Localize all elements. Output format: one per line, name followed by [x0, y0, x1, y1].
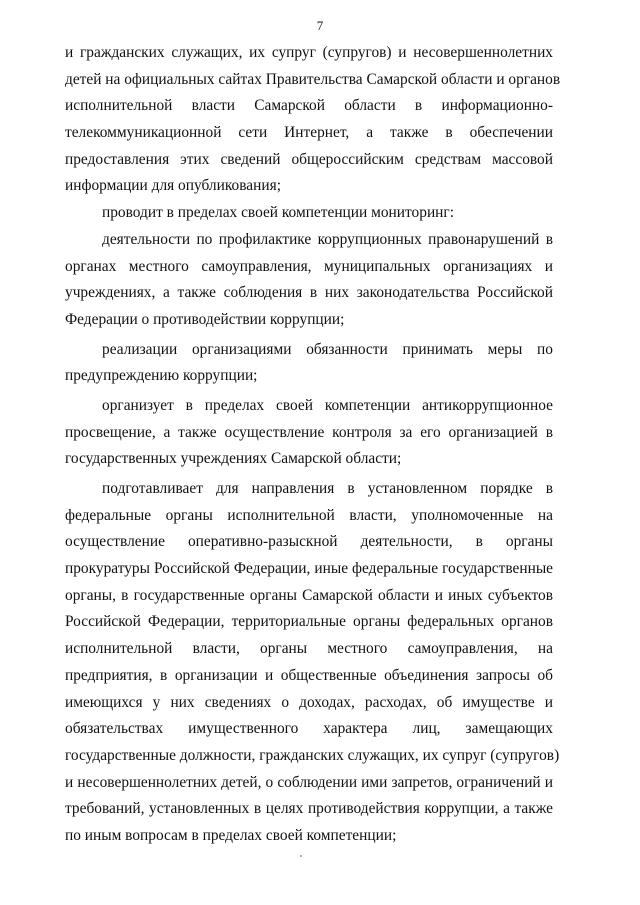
text-line: реализации организациями обязанности принимать меры по — [102, 340, 553, 358]
page-number: 7 — [316, 18, 324, 33]
text-line: деятельности по профилактике коррупционных правонарушений в — [102, 230, 553, 248]
paragraph-monitoring — [65, 200, 553, 227]
text-line: просвещение, а также осуществление контроля за его организацией в — [65, 423, 553, 441]
text-line: обязательствах имущественного характера лиц, замещающих — [65, 720, 553, 738]
text-line: предприятия, в организации и общественные объединения запросы об — [65, 666, 553, 684]
text-line: организует в пределах своей компетенции антикоррупционное — [102, 396, 553, 414]
document-body — [65, 40, 561, 850]
text-line: осуществление оперативно-разыскной деятельности, в органы — [65, 533, 553, 551]
text-line: государственные должности, гражданских служащих, их супруг (супругов) — [65, 746, 560, 764]
text-line: Федерации о противодействии коррупции; — [65, 310, 345, 328]
text-line: прокуратуры Российской Федерации, иные федеральные государственные — [65, 560, 553, 578]
text-line: органы, в государственные органы Самарской области и иных субъектов — [65, 586, 553, 604]
paragraph-publication — [65, 40, 561, 200]
text-line: учреждениях, а также соблюдения в них законодательства Российской — [65, 284, 553, 302]
text-line: проводит в пределах своей компетенции мониторинг: — [102, 204, 454, 222]
text-line: детей на официальных сайтах Правительства Самарской области и органов — [65, 70, 561, 88]
text-line: подготавливает для направления в установленном порядке в — [102, 480, 553, 497]
paragraph-requests — [65, 476, 560, 850]
text-line: государственных учреждениях Самарской области; — [65, 450, 402, 468]
text-line: информации для опубликования; — [65, 177, 281, 195]
text-line: исполнительной власти, органы местного самоуправления, на — [65, 640, 553, 658]
text-line: и гражданских служащих, их супруг (супругов) и несовершеннолетних — [65, 44, 553, 61]
text-line: имеющихся у них сведениях о доходах, расходах, об имуществе и — [65, 693, 553, 711]
paragraph-obligations — [65, 337, 553, 390]
scan-speck — [300, 855, 302, 857]
text-line: предупреждению коррупции; — [65, 367, 258, 385]
paragraph-prevention-activity — [65, 227, 553, 334]
text-line: органах местного самоуправления, муниципальных организациях и — [65, 257, 553, 275]
paragraph-education — [65, 393, 553, 473]
text-line: Российской Федерации, территориальные органы федеральных органов — [65, 613, 553, 631]
text-line: предоставления этих сведений общероссийским средствам массовой — [65, 150, 553, 168]
text-line: требований, установленных в целях противодействия коррупции, а также — [65, 800, 553, 818]
text-line: и несовершеннолетних детей, о соблюдении ими запретов, ограничений и — [65, 773, 553, 791]
text-line: исполнительной власти Самарской области в информационно- — [65, 97, 553, 115]
text-line: телекоммуникационной сети Интернет, а также в обеспечении — [65, 124, 553, 142]
text-line: федеральные органы исполнительной власти, уполномоченные на — [65, 506, 553, 524]
text-line: по иным вопросам в пределах своей компетенции; — [65, 826, 397, 844]
